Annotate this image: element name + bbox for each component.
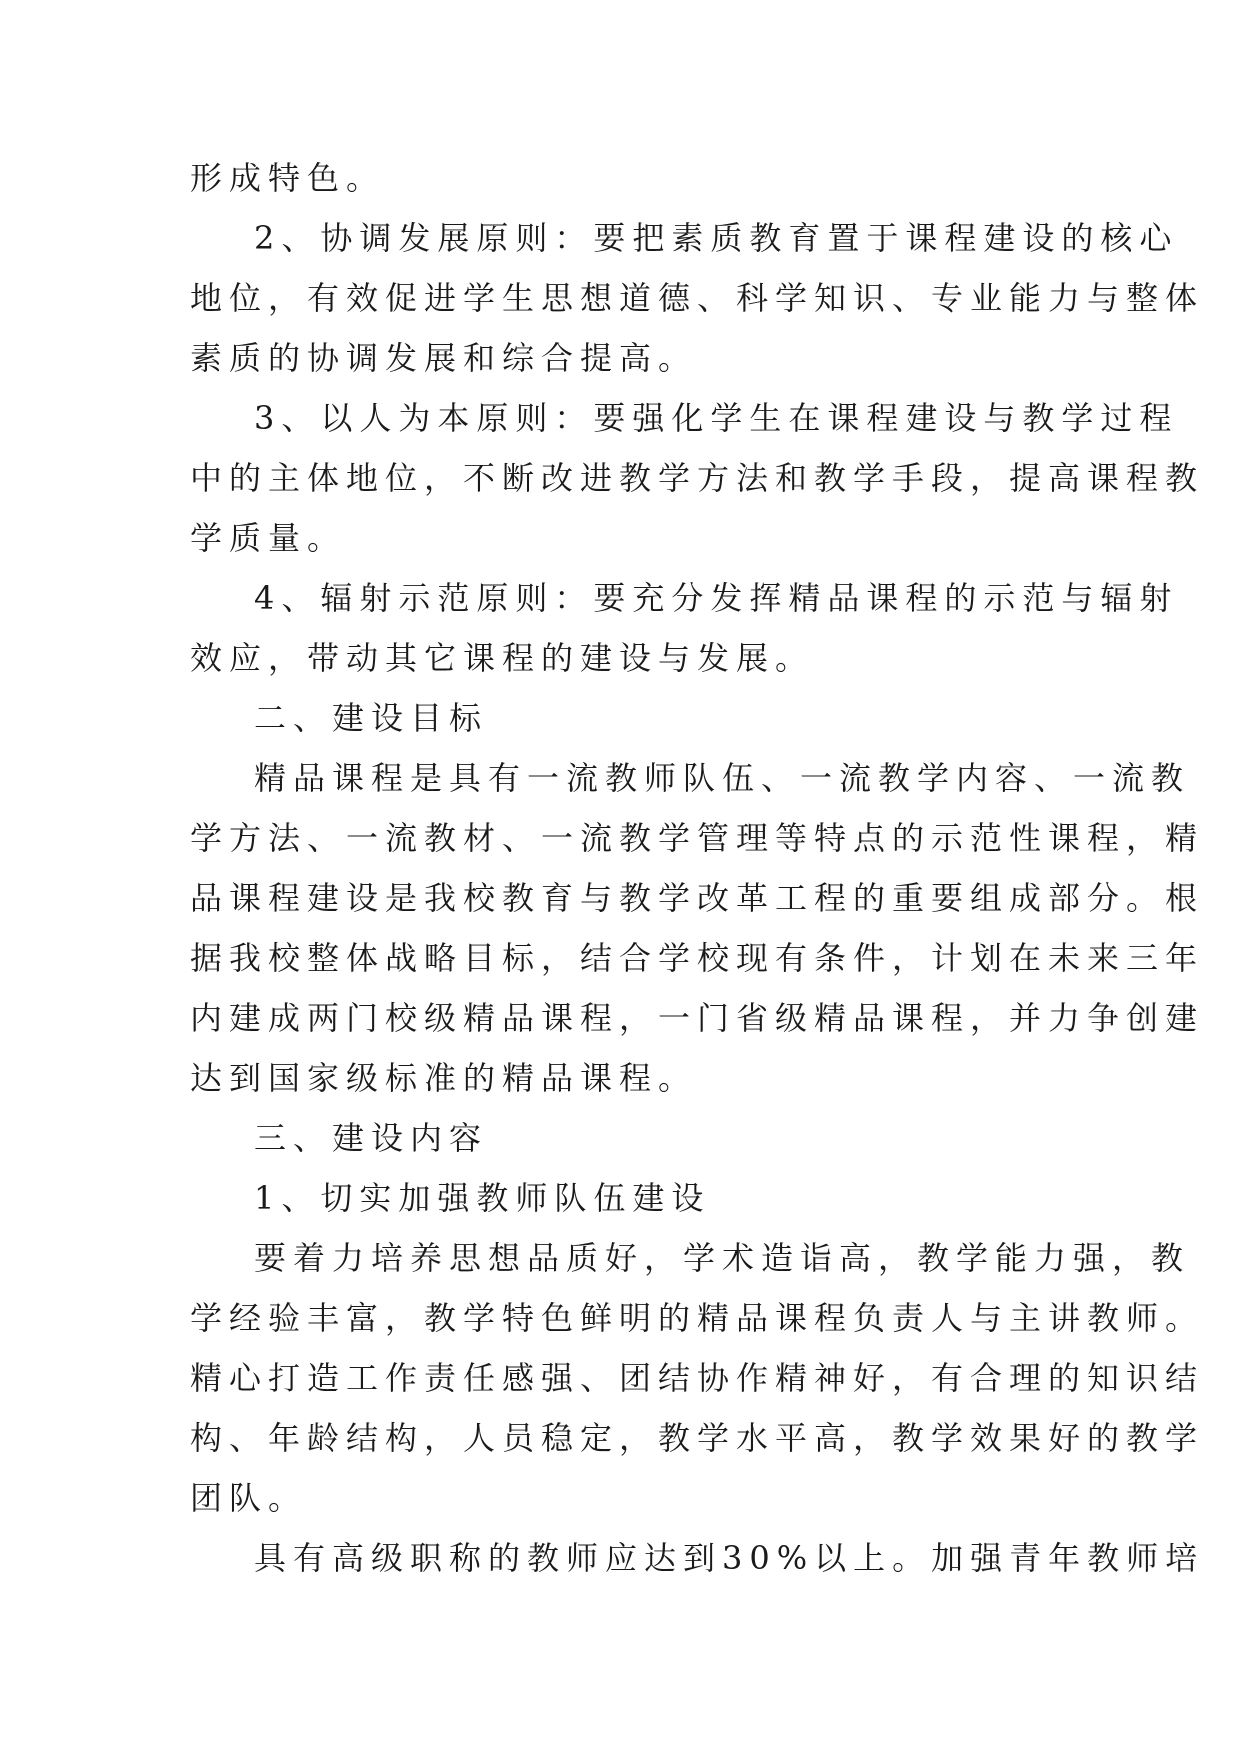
subsection-heading: 1、切实加强教师队伍建设 (254, 1179, 711, 1217)
text-line: 精心打造工作责任感强、团结协作精神好，有合理的知识结 (190, 1359, 1205, 1397)
text-line: 构、年龄结构，人员稳定，教学水平高，教学效果好的教学 (190, 1419, 1205, 1457)
document-page (190, 148, 1205, 1588)
text-line: 学经验丰富，教学特色鲜明的精品课程负责人与主讲教师。 (190, 1299, 1205, 1337)
text-line: 达到国家级标准的精品课程。 (190, 1059, 698, 1097)
text-line: 据我校整体战略目标，结合学校现有条件，计划在未来三年 (190, 939, 1205, 977)
text-line: 内建成两门校级精品课程，一门省级精品课程，并力争创建 (190, 999, 1205, 1037)
section-heading: 二、建设目标 (254, 699, 489, 737)
paragraph-start-line: 2、协调发展原则：要把素质教育置于课程建设的核心 (254, 219, 1179, 257)
paragraph-start-line: 具有高级职称的教师应达到30%以上。加强青年教师培 (254, 1539, 1205, 1577)
text-line: 中的主体地位，不断改进教学方法和教学手段，提高课程教 (190, 459, 1205, 497)
text-line: 品课程建设是我校教育与教学改革工程的重要组成部分。根 (190, 879, 1205, 917)
paragraph-start-line: 3、以人为本原则：要强化学生在课程建设与教学过程 (254, 399, 1179, 437)
text-line: 地位，有效促进学生思想道德、科学知识、专业能力与整体 (190, 279, 1205, 317)
text-line: 素质的协调发展和综合提高。 (190, 339, 698, 377)
paragraph-start-line: 精品课程是具有一流教师队伍、一流教学内容、一流教 (254, 759, 1191, 797)
text-line: 学质量。 (190, 519, 347, 557)
text-line: 团队。 (190, 1479, 308, 1517)
text-line: 效应，带动其它课程的建设与发展。 (190, 639, 815, 677)
text-line: 学方法、一流教材、一流教学管理等特点的示范性课程，精 (190, 819, 1205, 857)
section-heading: 三、建设内容 (254, 1119, 489, 1157)
paragraph-start-line: 要着力培养思想品质好，学术造诣高，教学能力强，教 (254, 1239, 1191, 1277)
paragraph-start-line: 4、辐射示范原则：要充分发挥精品课程的示范与辐射 (254, 579, 1179, 617)
text-line: 形成特色。 (190, 159, 386, 197)
